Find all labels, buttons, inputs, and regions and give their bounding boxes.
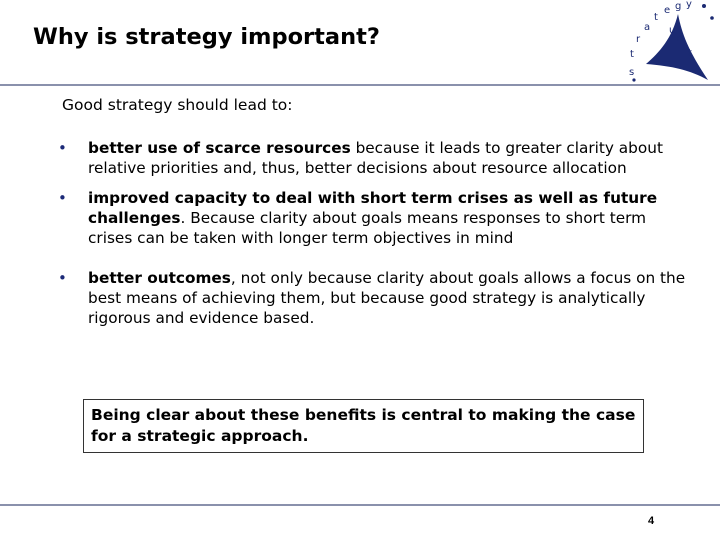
- svg-text:a: a: [644, 22, 651, 33]
- svg-text:i: i: [683, 41, 686, 52]
- intro-text: Good strategy should lead to:: [62, 96, 293, 114]
- slide-title: Why is strategy important?: [33, 24, 380, 50]
- footer-divider: [0, 504, 720, 506]
- svg-text:t: t: [630, 49, 634, 60]
- svg-text:e: e: [664, 5, 671, 16]
- bullet-item: [58, 268, 688, 328]
- bullet-dot-icon: •: [58, 139, 67, 157]
- bullet-dot-icon: •: [58, 189, 67, 207]
- page-number: 4: [648, 515, 655, 527]
- bullet-text: , not only because clarity about goals allows a focus on the best means of achieving them, but because good strategy is analytically rigorous and evidence based.: [88, 269, 686, 327]
- svg-text:t: t: [688, 48, 692, 59]
- bullet-item: [58, 188, 688, 248]
- bullet-text: because it leads to greater clarity about relative priorities and, thus, better decisions about resource allocation: [88, 139, 663, 177]
- svg-text:r: r: [636, 34, 641, 45]
- bullet-item: [58, 138, 688, 178]
- svg-text:s: s: [629, 67, 635, 78]
- strategy-unit-logo: [620, 0, 720, 88]
- svg-text:u: u: [669, 25, 676, 36]
- bullet-list: [58, 138, 688, 328]
- svg-text:y: y: [686, 0, 692, 10]
- bullet-text: . Because clarity about goals means responses to short term crises can be taken with longer term objectives in mind: [88, 209, 647, 247]
- bullet-bold-text: better use of scarce resources: [88, 139, 351, 157]
- svg-text:n: n: [677, 33, 684, 44]
- bullet-bold-text: improved capacity to deal with short term crises as well as future challenges: [88, 189, 658, 227]
- title-divider: [0, 84, 720, 86]
- svg-text:g: g: [675, 1, 682, 12]
- svg-text:t: t: [654, 12, 658, 23]
- bullet-dot-icon: •: [58, 269, 67, 287]
- bullet-bold-text: better outcomes: [88, 269, 231, 287]
- callout-box: Being clear about these benefits is central to making the case for a strategic approach.: [83, 399, 644, 453]
